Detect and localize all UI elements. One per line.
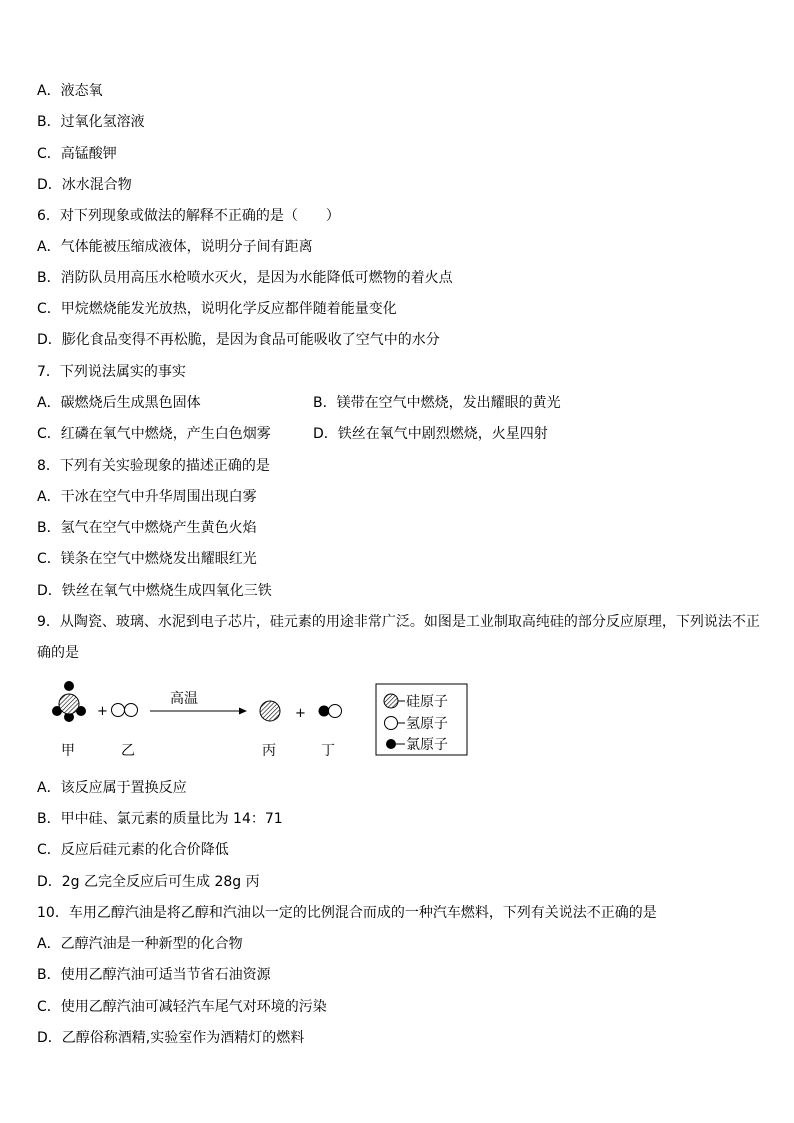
molecule-jia-icon	[52, 681, 86, 722]
q7-stem: 7．下列说法属实的事实	[37, 364, 186, 380]
legend-box	[376, 684, 467, 755]
label-jia: 甲	[61, 743, 75, 759]
q5-option-a: A．液态氧	[37, 83, 103, 99]
q6-stem: 6．对下列现象或做法的解释不正确的是（ ）	[37, 208, 340, 224]
q6-option-b: B．消防队员用高压水枪喷水灭火，是因为水能降低可燃物的着火点	[37, 270, 453, 286]
q5-option-d: D．冰水混合物	[37, 177, 132, 193]
q9-option-b: B．甲中硅、氯元素的质量比为 14：71	[37, 811, 283, 827]
q9-stem-line1: 9．从陶瓷、玻璃、水泥到电子芯片，硅元素的用途非常广泛。如图是工业制取高纯硅的部分反应原理，下列说法不正	[37, 614, 760, 630]
q8-option-c: C．镁条在空气中燃烧发出耀眼红光	[37, 551, 257, 567]
q9-option-a: A．该反应属于置换反应	[37, 780, 187, 796]
q6-option-d: D．膨化食品变得不再松脆，是因为食品可能吸收了空气中的水分	[37, 332, 440, 348]
q10-option-d: D．乙醇俗称酒精,实验室作为酒精灯的燃料	[37, 1030, 305, 1046]
label-ding: 丁	[321, 743, 335, 759]
legend-silicon-icon	[384, 694, 398, 708]
q7-option-d: D．铁丝在氧气中剧烈燃烧，火星四射	[313, 426, 548, 442]
q9-option-d: D．2g 乙完全反应后可生成 28g 丙	[37, 874, 260, 890]
q8-option-b: B．氢气在空气中燃烧产生黄色火焰	[37, 520, 257, 536]
q5-option-b: B．过氧化氢溶液	[37, 114, 145, 130]
q7-option-a: A．碳燃烧后生成黑色固体	[37, 395, 201, 411]
q10-option-c: C．使用乙醇汽油可减轻汽车尾气对环境的污染	[37, 999, 327, 1015]
molecule-ding-icon	[319, 705, 342, 718]
q9-stem-line2: 确的是	[37, 645, 79, 661]
silicon-atom-icon	[260, 701, 280, 721]
q7-option-c: C．红磷在氧气中燃烧，产生白色烟雾	[37, 426, 271, 442]
q5-option-c: C．高锰酸钾	[37, 146, 117, 162]
legend-hydrogen-icon	[385, 717, 398, 730]
reaction-condition: 高温	[170, 691, 198, 707]
q8-option-a: A．干冰在空气中升华周围出现白雾	[37, 489, 257, 505]
q8-stem: 8．下列有关实验现象的描述正确的是	[37, 458, 270, 474]
q8-option-d: D．铁丝在氧气中燃烧生成四氧化三铁	[37, 583, 272, 599]
reaction-arrow-icon	[150, 708, 247, 715]
reaction-diagram	[0, 675, 480, 765]
label-bing: 丙	[262, 743, 276, 759]
plus-sign-2: +	[295, 706, 306, 721]
legend-chlorine-icon	[386, 739, 396, 749]
q10-stem: 10．车用乙醇汽油是将乙醇和汽油以一定的比例混合而成的一种汽车燃料，下列有关说法不正确的是	[37, 905, 657, 921]
q7-option-b: B．镁带在空气中燃烧，发出耀眼的黄光	[313, 395, 561, 411]
molecule-yi-icon	[112, 704, 138, 717]
q6-option-a: A．气体能被压缩成液体，说明分子间有距离	[37, 239, 313, 255]
legend-silicon-label: 硅原子	[406, 694, 448, 710]
q9-option-c: C．反应后硅元素的化合价降低	[37, 842, 229, 858]
plus-sign-1: +	[97, 704, 108, 719]
q10-option-b: B．使用乙醇汽油可适当节省石油资源	[37, 967, 271, 983]
legend-hydrogen-label: 氢原子	[406, 716, 448, 732]
legend-chlorine-label: 氯原子	[406, 737, 448, 753]
label-yi: 乙	[121, 743, 135, 759]
q6-option-c: C．甲烷燃烧能发光放热，说明化学反应都伴随着能量变化	[37, 301, 397, 317]
q10-option-a: A．乙醇汽油是一种新型的化合物	[37, 936, 243, 952]
